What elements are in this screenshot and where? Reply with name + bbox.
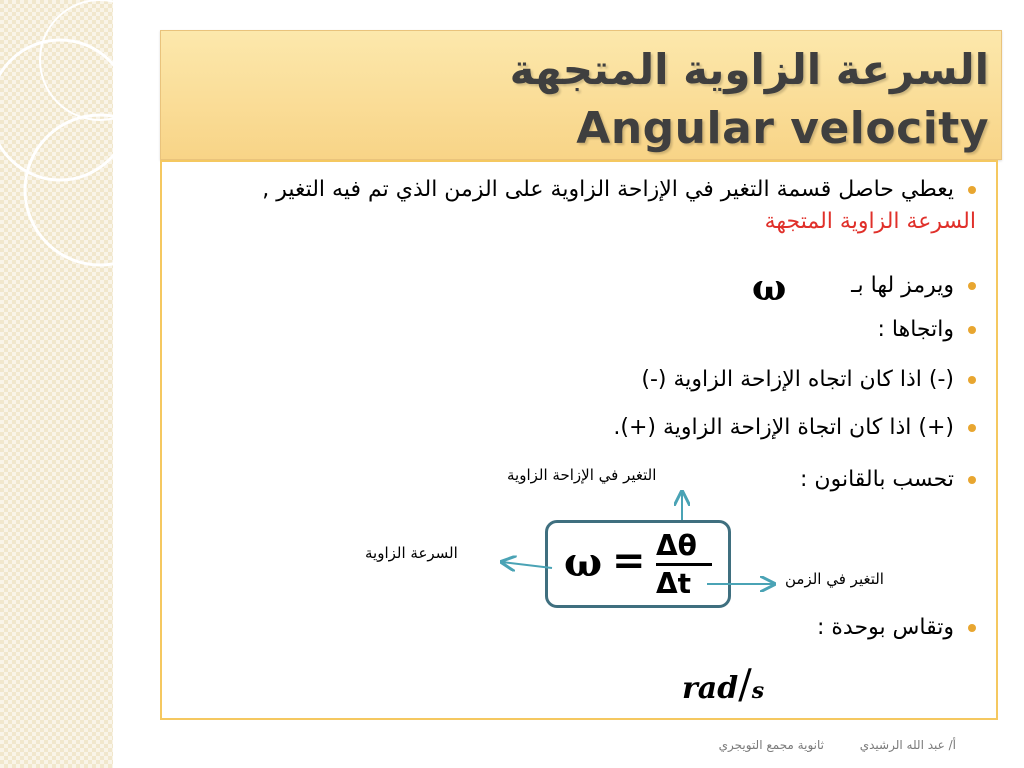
unit-text: وتقاس بوحدة : xyxy=(817,615,954,640)
annotation-time-change: التغير في الزمن xyxy=(785,570,884,588)
unit-slash: / xyxy=(738,662,752,708)
definition-text: يعطي حاصل قسمة التغير في الإزاحة الزاوية على الزمن الذي تم فيه التغير , xyxy=(262,177,954,202)
symbol-text: ويرمز لها بـ xyxy=(851,273,954,298)
decorative-arcs xyxy=(0,0,113,768)
definition-highlight: السرعة الزاوية المتجهة xyxy=(764,209,976,234)
footer-author: أ/ عبد الله الرشيدي xyxy=(859,738,956,752)
title-arabic: السرعة الزاوية المتجهة xyxy=(509,45,989,94)
formula-numerator: Δθ xyxy=(656,529,697,562)
positive-text: (+) اذا كان اتجاة الإزاحة الزاوية (+). xyxy=(613,415,954,440)
unit-denominator: s xyxy=(751,678,765,704)
title-english: Angular velocity xyxy=(576,103,989,154)
formula-denominator: Δt xyxy=(656,567,692,600)
formula-equals: = xyxy=(612,537,646,584)
formula-omega: ω xyxy=(564,539,603,586)
omega-symbol: ω xyxy=(752,267,787,309)
bullet-dot xyxy=(968,624,976,632)
footer-school: ثانوية مجمع التويجري xyxy=(718,738,824,752)
negative-text: (-) اذا كان اتجاه الإزاحة الزاوية (-) xyxy=(641,367,954,392)
direction-text: واتجاها : xyxy=(877,317,954,342)
annotation-displacement-change: التغير في الإزاحة الزاوية xyxy=(507,466,657,484)
bullet-unit xyxy=(817,612,976,644)
content-panel xyxy=(160,160,998,720)
unit-expression xyxy=(682,662,764,708)
unit-numerator: rad xyxy=(682,671,739,706)
formula-text: تحسب بالقانون : xyxy=(800,467,954,492)
decorative-side-panel xyxy=(0,0,113,768)
annotation-angular-velocity: السرعة الزاوية xyxy=(365,544,458,562)
arrow-left xyxy=(502,562,552,568)
title-banner xyxy=(160,30,1002,160)
panel-divider xyxy=(113,0,116,768)
